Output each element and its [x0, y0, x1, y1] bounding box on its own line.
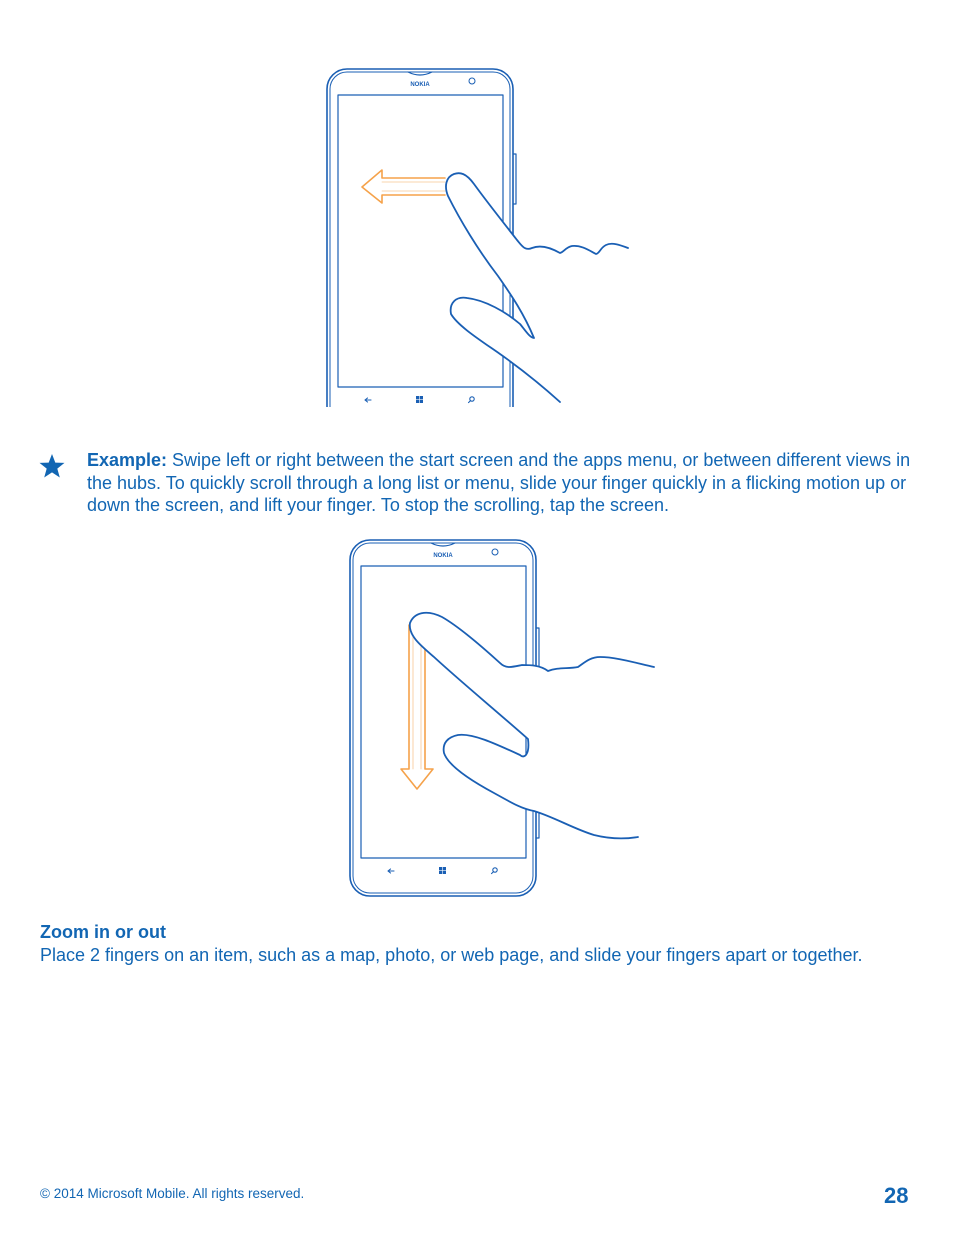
swipe-down-illustration	[344, 533, 664, 900]
swipe-left-arrow	[362, 170, 445, 203]
tip-body: Swipe left or right between the start screen and the apps menu, or between different views in the hubs. To quickly scroll through a long list or menu, slide your finger quickly in a flicking motion up or down the screen, and lift your finger. To stop the scrolling, tap the screen.	[87, 450, 911, 515]
windows-key-icon	[416, 396, 423, 403]
hand-outline	[410, 613, 654, 839]
search-key-icon	[469, 397, 475, 403]
front-camera-icon	[492, 549, 498, 555]
tip-text	[87, 449, 922, 517]
zoom-body: Place 2 fingers on an item, such as a map, photo, or web page, and slide your fingers apart or together.	[40, 945, 863, 965]
page-number: 28	[884, 1183, 909, 1208]
search-key-icon	[492, 868, 498, 874]
back-key-icon	[388, 869, 394, 873]
swipe-left-illustration	[320, 62, 640, 407]
star-icon	[38, 452, 66, 480]
footer-copyright: © 2014 Microsoft Mobile. All rights reserved.	[40, 1186, 305, 1201]
zoom-heading: Zoom in or out	[40, 922, 166, 942]
front-camera-icon	[469, 78, 475, 84]
phone-brand-label: NOKIA	[410, 82, 430, 88]
phone-brand-label: NOKIA	[433, 553, 453, 559]
back-key-icon	[365, 398, 371, 402]
hand-outline	[446, 173, 628, 402]
windows-key-icon	[439, 867, 446, 874]
tip-label: Example:	[87, 450, 168, 470]
